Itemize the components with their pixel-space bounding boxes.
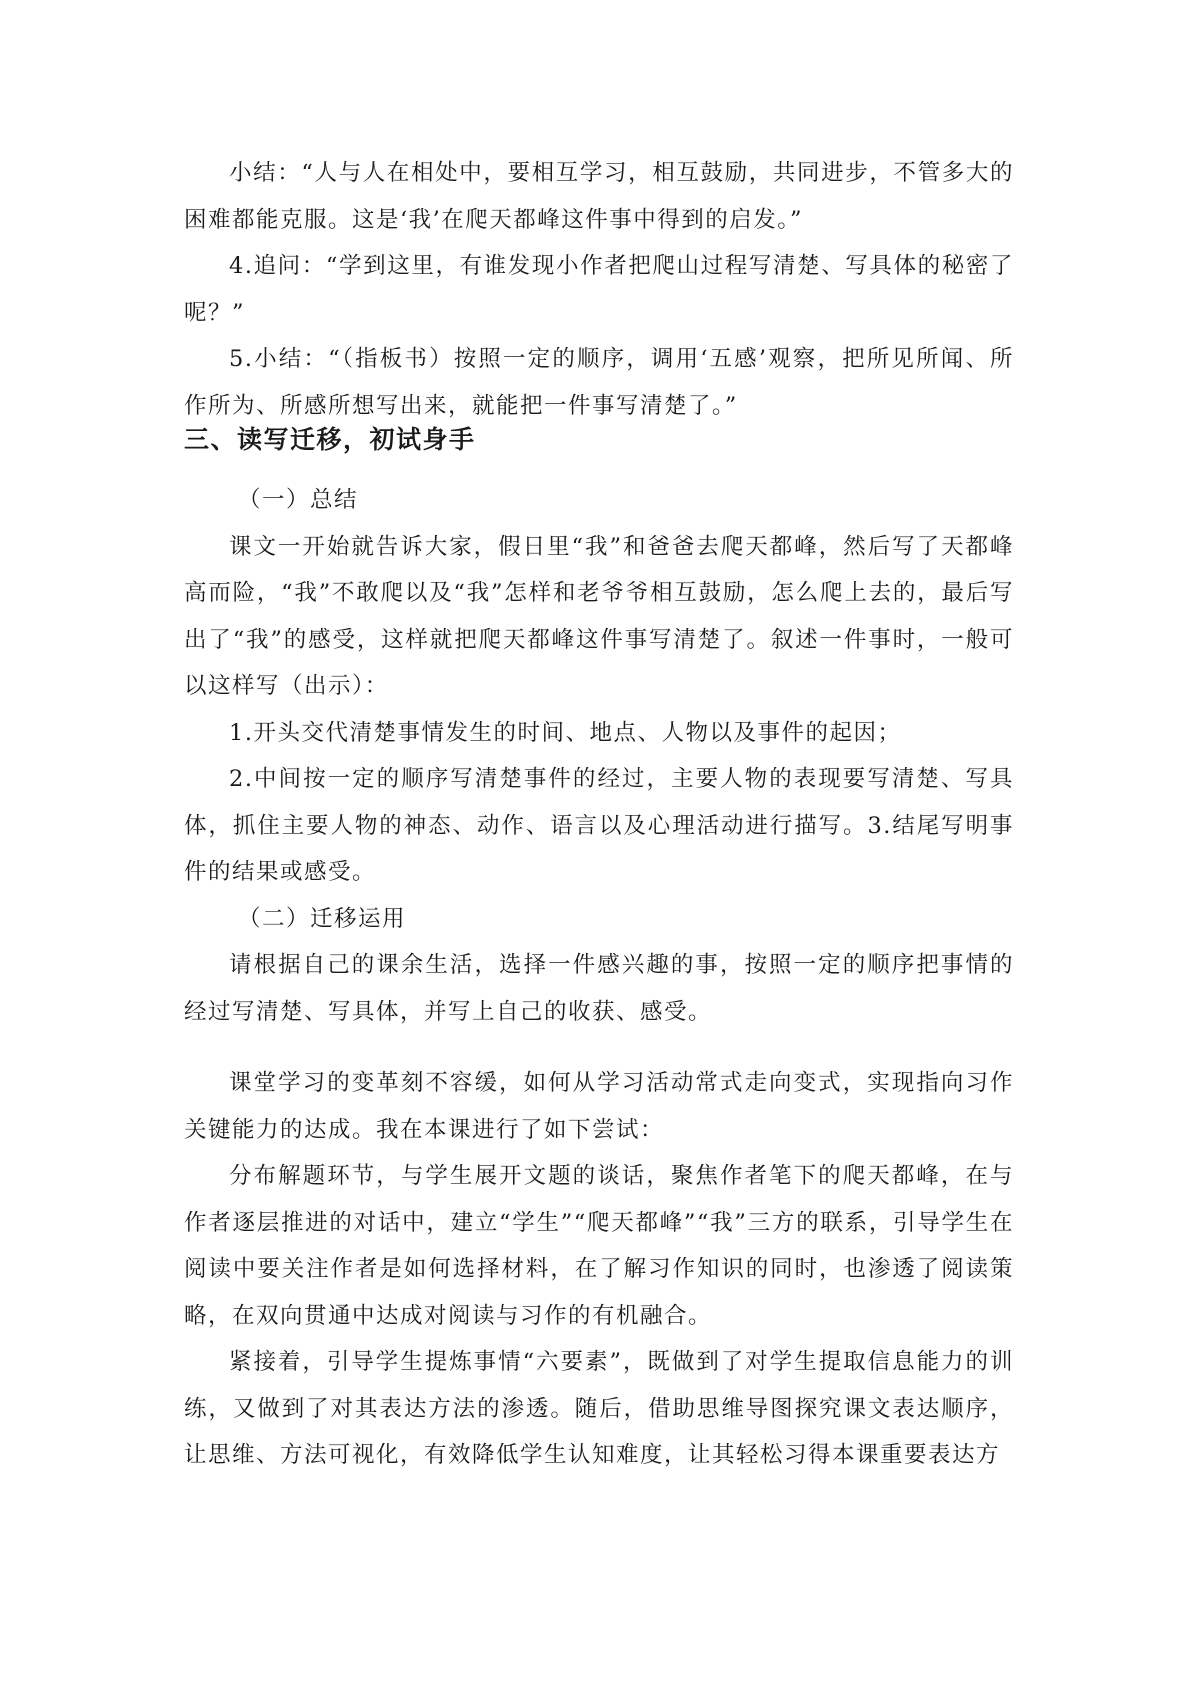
list-item-2-3: 2.中间按一定的顺序写清楚事件的经过，主要人物的表现要写清楚、写具体，抓住主要人物的神态、动作、语言以及心理活动进行描写。3.结尾写明事件的结果或感受。 bbox=[184, 766, 1014, 885]
list-item-1: 1.开头交代清楚事情发生的时间、地点、人物以及事件的起因； bbox=[229, 719, 902, 746]
section-heading: 三、读写迁移，初试身手 bbox=[184, 425, 476, 454]
summary-paragraph: 小结：“人与人在相处中，要相互学习，相互鼓励，共同进步，不管多大的困难都能克服。这是‘我’在爬天都峰这件事中得到的启发。” bbox=[184, 160, 1014, 233]
summary-block bbox=[184, 150, 1014, 429]
section-body bbox=[184, 477, 1014, 1035]
reflection-paragraph-2: 分布解题环节，与学生展开文题的谈话，聚焦作者笔下的爬天都峰，在与作者逐层推进的对话中，建立“学生”“爬天都峰”“我”三方的联系，引导学生在阅读中要关注作者是如何选择材料，在了解习作知识的同时，也渗透了阅读策略，在双向贯通中达成对阅读与习作的有机融合。 bbox=[184, 1163, 1014, 1329]
board-summary-paragraph: 5.小结：“（指板书）按照一定的顺序，调用‘五感’观察，把所见所闻、所作所为、所感所想写出来，就能把一件事写清楚了。” bbox=[184, 346, 1014, 419]
reflection-paragraph-1: 课堂学习的变革刻不容缓，如何从学习活动常式走向变式，实现指向习作关键能力的达成。我在本课进行了如下尝试： bbox=[184, 1070, 1014, 1143]
follow-up-question-paragraph: 4.追问：“学到这里，有谁发现小作者把爬山过程写清楚、写具体的秘密了呢？” bbox=[184, 253, 1014, 326]
reflection-block bbox=[184, 1060, 1014, 1479]
summary-text-paragraph: 课文一开始就告诉大家，假日里“我”和爸爸去爬天都峰，然后写了天都峰高而险，“我”不敢爬以及“我”怎样和老爷爷相互鼓励，怎么爬上去的，最后写出了“我”的感受，这样就把爬天都峰这件事写清楚了。叙述一件事时，一般可以这样写（出示）： bbox=[184, 533, 1014, 699]
application-paragraph: 请根据自己的课余生活，选择一件感兴趣的事，按照一定的顺序把事情的经过写清楚、写具体，并写上自己的收获、感受。 bbox=[184, 952, 1014, 1025]
subheading-application: （二）迁移运用 bbox=[238, 905, 407, 932]
reflection-paragraph-3: 紧接着，引导学生提炼事情“六要素”，既做到了对学生提取信息能力的训练，又做到了对其表达方法的渗透。随后，借助思维导图探究课文表达顺序，让思维、方法可视化，有效降低学生认知难度，让其轻松习得本课重要表达方 bbox=[184, 1349, 1014, 1468]
subheading-summary: （一）总结 bbox=[238, 487, 359, 513]
